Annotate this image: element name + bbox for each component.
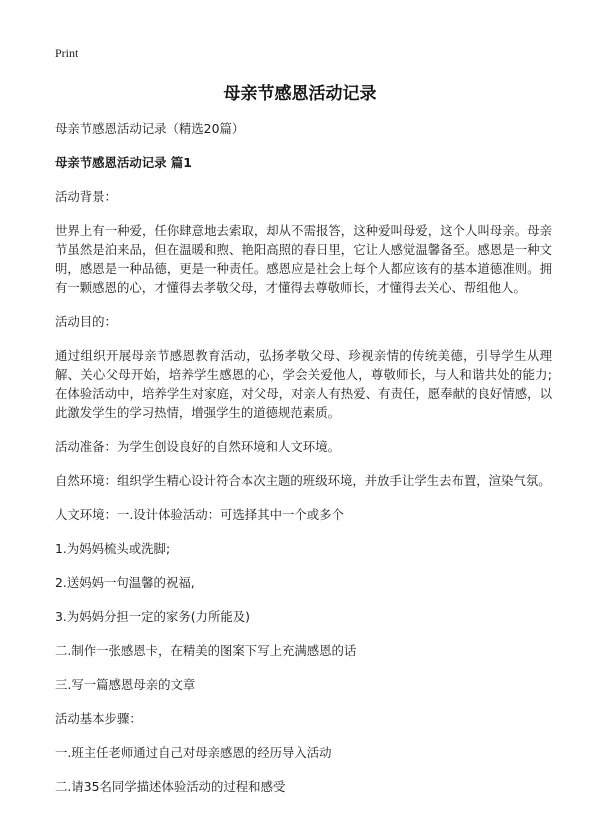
page-title: 母亲节感恩活动记录 [223,84,377,104]
list-item: 一.班主任老师通过自己对母亲感恩的经历导入活动 [55,745,332,760]
paragraph-natural-environment: 自然环境：组织学生精心设计符合本次主题的班级环境，并放手让学生去布置，渲染气氛。 [55,473,551,488]
list-item: 1.为妈妈梳头或洗脚; [55,541,171,556]
section-heading: 母亲节感恩活动记录 篇1 [55,155,192,170]
list-item: 三.写一篇感恩母亲的文章 [55,677,196,692]
print-label: Print [55,46,79,60]
subtitle-line: 母亲节感恩活动记录（精选20篇） [55,121,245,136]
document-body [55,119,552,811]
paragraph-background: 世界上有一种爱，任你肆意地去索取，却从不需报答，这种爱叫母爱，这个人叫母亲。母亲节虽然是泊来品，但在温暖和煦、艳阳高照的春日里，它让人感觉温馨备至。感恩是一种文明，感恩是一种品德，更是一种责任。感恩应是社会上每个人都应该有的基本道德准则。拥有一颗感恩的心，才懂得去孝敬父母，才懂得去尊敬师长，才懂得去关心、帮组他人。 [55,223,552,295]
label-background: 活动背景： [55,189,117,204]
paragraph-preparation: 活动准备：为学生创设良好的自然环境和人文环境。 [55,439,340,454]
list-item: 二.制作一张感恩卡，在精美的图案下写上充满感恩的话 [55,643,357,658]
list-item: 3.为妈妈分担一定的家务(力所能及) [55,609,250,624]
paragraph-cultural-environment: 人文环境：一.设计体验活动：可选择其中一个或多个 [55,507,344,522]
paragraph-purpose: 通过组织开展母亲节感恩教育活动，弘扬孝敬父母、珍视亲情的传统美德，引导学生从理解、关心父母开始，培养学生感恩的心，学会关爱他人，尊敬师长，与人和谐共处的能力;在体验活动中，培养学生对家庭，对父母，对亲人有热爱、有责任，愿奉献的良好情感，以此激发学生的学习热情，增强学生的道德规范素质。 [55,348,552,420]
label-steps: 活动基本步骤： [55,711,142,726]
list-item: 二.请35名同学描述体验活动的过程和感受 [55,779,286,794]
list-item: 2.送妈妈一句温馨的祝福, [55,575,195,590]
label-purpose: 活动目的： [55,314,117,329]
